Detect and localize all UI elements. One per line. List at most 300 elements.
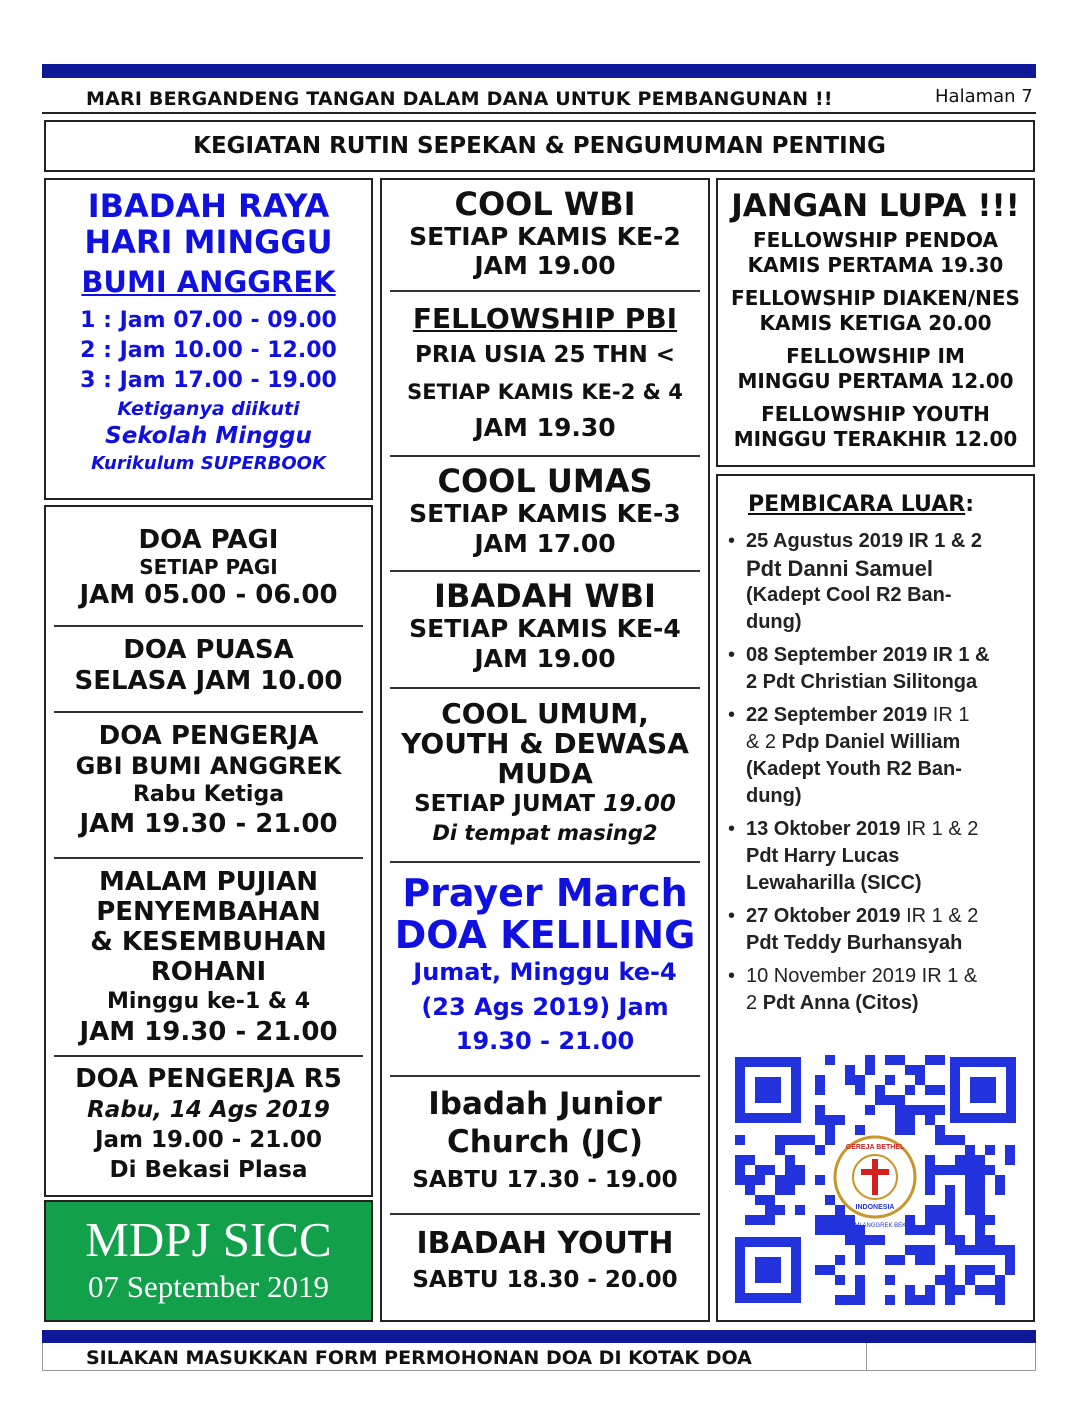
qr-module — [975, 1185, 985, 1195]
qr-module — [795, 1165, 805, 1175]
doa-r5-title: DOA PENGERJA R5 — [75, 1064, 342, 1094]
qr-module — [875, 1095, 885, 1105]
ibadah-raya-location: BUMI ANGGREK — [81, 265, 336, 299]
prayer-march-l3: Jumat, Minggu ke-4 — [413, 958, 677, 986]
speaker-item — [724, 528, 1027, 636]
qr-module — [965, 1145, 975, 1155]
qr-module — [975, 1215, 985, 1225]
qr-module — [985, 1215, 995, 1225]
cool-umas-sub: SETIAP KAMIS KE-3 — [409, 499, 681, 528]
speaker-item — [724, 702, 1027, 810]
mdpj-title: MDPJ SICC — [85, 1212, 332, 1267]
cool-umas-title: COOL UMAS — [437, 462, 653, 500]
left-schedule-box — [44, 505, 373, 1197]
qr-module — [845, 1295, 855, 1305]
qr-module — [895, 1095, 905, 1105]
qr-module — [825, 1115, 835, 1125]
reminder-item-2 — [718, 286, 1033, 336]
qr-module — [945, 1275, 955, 1285]
middle-schedule-box — [380, 178, 710, 1322]
speaker-name: Pdt Anna (Citos) — [762, 992, 919, 1014]
qr-module — [925, 1255, 935, 1265]
qr-finder-core — [970, 1077, 996, 1103]
malam-pujian-section — [46, 859, 371, 1055]
doa-puasa-section — [46, 627, 371, 711]
qr-module — [905, 1295, 915, 1305]
session-2: 2 : Jam 10.00 - 12.00 — [80, 338, 337, 363]
qr-module — [735, 1175, 745, 1185]
qr-module — [925, 1155, 935, 1165]
qr-module — [825, 1135, 835, 1145]
qr-module — [965, 1245, 975, 1255]
qr-module — [975, 1155, 985, 1165]
qr-module — [895, 1115, 905, 1125]
qr-module — [755, 1195, 765, 1205]
qr-module — [815, 1075, 825, 1085]
session-1: 1 : Jam 07.00 - 09.00 — [80, 308, 337, 333]
qr-module — [855, 1255, 865, 1265]
footer-text: SILAKAN MASUKKAN FORM PERMOHONAN DOA DI KOTAK DOA — [86, 1347, 752, 1369]
qr-module — [955, 1165, 965, 1175]
qr-module — [945, 1235, 955, 1245]
qr-module — [795, 1205, 805, 1215]
qr-module — [835, 1255, 845, 1265]
qr-module — [905, 1065, 915, 1075]
qr-module — [815, 1115, 825, 1125]
qr-module — [925, 1295, 935, 1305]
qr-module — [895, 1055, 905, 1065]
qr-module — [885, 1255, 895, 1265]
qr-module — [945, 1225, 955, 1235]
qr-module — [1005, 1265, 1015, 1275]
qr-module — [855, 1275, 865, 1285]
qr-module — [935, 1205, 945, 1215]
speakers-list — [724, 528, 1027, 1017]
qr-module — [735, 1155, 745, 1165]
qr-module — [845, 1235, 855, 1245]
qr-module — [785, 1185, 795, 1195]
qr-module — [975, 1235, 985, 1245]
doa-pengerja-sub: GBI BUMI ANGGREK — [75, 752, 342, 780]
qr-module — [965, 1195, 975, 1205]
speaker-line: 2 Pdt Christian Silitonga — [746, 671, 978, 693]
qr-module — [915, 1255, 925, 1265]
qr-module — [775, 1135, 785, 1145]
qr-module — [995, 1285, 1005, 1295]
reminder-box — [716, 178, 1035, 467]
qr-module — [975, 1175, 985, 1185]
qr-module — [815, 1225, 825, 1235]
fellowship-pbi-title: FELLOWSHIP PBI — [412, 302, 678, 335]
speaker-name: Lewaharilla (SICC) — [746, 872, 922, 894]
logo-text-top: GEREJA BETHEL — [845, 1144, 905, 1151]
logo-text-bottom: GBI BUMI ANGGREK BEKASI — [834, 1223, 916, 1229]
doa-pagi-section — [46, 507, 371, 625]
qr-module — [925, 1245, 935, 1255]
speaker-note: dung) — [746, 611, 802, 633]
qr-module — [945, 1135, 955, 1145]
speakers-title — [724, 490, 1027, 520]
qr-finder-core — [755, 1257, 781, 1283]
qr-module — [785, 1135, 795, 1145]
qr-module — [935, 1125, 945, 1135]
qr-module — [775, 1205, 785, 1215]
qr-module — [835, 1205, 845, 1215]
doa-r5-date: Rabu, 14 Ags 2019 — [87, 1097, 330, 1123]
qr-module — [945, 1215, 955, 1225]
qr-module — [915, 1295, 925, 1305]
ibadah-wbi-sub: SETIAP KAMIS KE-4 — [409, 614, 681, 643]
malam-pujian-l4: ROHANI — [150, 957, 267, 987]
mdpj-date: 07 September 2019 — [87, 1269, 330, 1304]
qr-module — [925, 1085, 935, 1095]
page-number: Halaman 7 — [935, 86, 1033, 107]
qr-module — [955, 1245, 965, 1255]
qr-module — [935, 1165, 945, 1175]
mdpj-banner — [44, 1200, 373, 1322]
qr-module — [975, 1195, 985, 1205]
qr-module — [925, 1285, 935, 1295]
qr-module — [925, 1205, 935, 1215]
speaker-ir: IR 1 & 2 — [900, 818, 979, 840]
ibadah-wbi-title: IBADAH WBI — [434, 577, 656, 615]
malam-pujian-l3: & KESEMBUHAN — [90, 927, 327, 957]
ibadah-raya-title: IBADAH RAYA — [87, 187, 330, 225]
qr-module — [905, 1085, 915, 1095]
speaker-line: • 10 November 2019 IR 1 & — [746, 965, 978, 987]
qr-module — [975, 1245, 985, 1255]
cool-umum-time: 19.00 — [603, 791, 676, 817]
qr-module — [975, 1285, 985, 1295]
qr-module — [985, 1265, 995, 1275]
qr-module — [935, 1135, 945, 1145]
qr-module — [995, 1175, 1005, 1185]
qr-module — [795, 1175, 805, 1185]
qr-module — [1005, 1155, 1015, 1165]
qr-module — [955, 1235, 965, 1245]
speaker-line — [746, 903, 1027, 930]
qr-module — [945, 1185, 955, 1195]
qr-module — [935, 1105, 945, 1115]
qr-module — [865, 1065, 875, 1075]
qr-module — [895, 1255, 905, 1265]
prayer-march-l1: Prayer March — [402, 871, 688, 915]
cool-umas-time: JAM 17.00 — [474, 529, 616, 558]
qr-module — [905, 1285, 915, 1295]
qr-module — [855, 1245, 865, 1255]
speaker-ir: IR 1 & 2 — [900, 905, 979, 927]
qr-module — [855, 1085, 865, 1095]
cool-wbi-time: JAM 19.00 — [474, 251, 616, 280]
prayer-march-section — [382, 863, 708, 1075]
qr-module — [905, 1105, 915, 1115]
qr-module — [855, 1125, 865, 1135]
qr-module — [785, 1165, 795, 1175]
speaker-date: 13 Oktober 2019 — [746, 818, 901, 840]
qr-module — [905, 1125, 915, 1135]
header-slogan: MARI BERGANDENG TANGAN DALAM DANA UNTUK PEMBANGUNAN !! — [86, 88, 833, 110]
qr-module — [905, 1115, 915, 1125]
qr-module — [825, 1055, 835, 1065]
qr-module — [1005, 1245, 1015, 1255]
qr-module — [875, 1235, 885, 1245]
cool-wbi-section — [382, 180, 708, 290]
speaker-name: Pdp Daniel William — [781, 731, 961, 753]
qr-module — [945, 1265, 955, 1275]
qr-module — [805, 1135, 815, 1145]
speaker-line — [746, 816, 1027, 843]
speaker-line — [746, 702, 1027, 729]
qr-module — [845, 1065, 855, 1075]
qr-module — [955, 1285, 965, 1295]
qr-module — [865, 1235, 875, 1245]
qr-module — [975, 1225, 985, 1235]
doa-pagi-title: DOA PAGI — [138, 525, 279, 555]
speaker-line — [746, 729, 1027, 756]
qr-module — [835, 1115, 845, 1125]
doa-pengerja-time: JAM 19.30 - 21.00 — [79, 809, 338, 839]
qr-module — [735, 1165, 745, 1175]
doa-pengerja-title: DOA PENGERJA — [98, 721, 319, 751]
speaker-item — [724, 963, 1027, 1017]
junior-church-l2: Church (JC) — [446, 1124, 644, 1160]
doa-puasa-time: SELASA JAM 10.00 — [74, 666, 343, 696]
qr-module — [855, 1295, 865, 1305]
qr-module — [835, 1295, 845, 1305]
qr-module — [855, 1075, 865, 1085]
cool-wbi-title: COOL WBI — [454, 185, 636, 223]
top-navy-bar — [42, 64, 1036, 78]
speaker-name: Pdt Danni Samuel — [746, 556, 934, 581]
qr-module — [925, 1115, 935, 1125]
cool-umum-day: SETIAP JUMAT — [414, 791, 596, 817]
ibadah-youth-title: IBADAH YOUTH — [416, 1226, 674, 1261]
reminder-item-name: FELLOWSHIP YOUTH — [761, 402, 990, 426]
qr-module — [755, 1175, 765, 1185]
qr-module — [855, 1285, 865, 1295]
qr-module — [925, 1215, 935, 1225]
qr-module — [925, 1185, 935, 1195]
reminder-item-4 — [718, 402, 1033, 452]
ibadah-wbi-time: JAM 19.00 — [474, 644, 616, 673]
reminder-item-name: FELLOWSHIP IM — [786, 344, 965, 368]
doa-pagi-time: JAM 05.00 - 06.00 — [79, 580, 338, 610]
prayer-march-l2: DOA KELILING — [394, 913, 696, 957]
speaker-note: dung) — [746, 785, 802, 807]
speakers-title-colon: : — [965, 492, 974, 517]
qr-module — [865, 1055, 875, 1065]
qr-module — [945, 1295, 955, 1305]
cool-umum-l2: YOUTH & DEWASA — [401, 727, 689, 760]
qr-module — [975, 1205, 985, 1215]
cool-wbi-sub: SETIAP KAMIS KE-2 — [409, 222, 681, 251]
qr-module — [885, 1075, 895, 1085]
qr-module — [765, 1205, 775, 1215]
qr-module — [945, 1195, 955, 1205]
qr-module — [935, 1055, 945, 1065]
qr-module — [925, 1165, 935, 1175]
ibadah-raya-subtitle: HARI MINGGU — [84, 223, 333, 261]
ibadah-youth-time: SABTU 18.30 - 20.00 — [412, 1267, 678, 1293]
speaker-ir: & 2 — [746, 731, 782, 753]
qr-module — [765, 1215, 775, 1225]
cool-umum-l1: COOL UMUM, — [441, 697, 649, 730]
speaker-note: (Kadept Youth R2 Ban- — [746, 758, 962, 780]
qr-module — [925, 1055, 935, 1065]
qr-module — [965, 1155, 975, 1165]
qr-module — [815, 1175, 825, 1185]
junior-church-l1: Ibadah Junior — [428, 1086, 662, 1122]
qr-module — [915, 1075, 925, 1085]
qr-module — [905, 1245, 915, 1255]
qr-module — [775, 1185, 785, 1195]
doa-r5-place: Di Bekasi Plasa — [109, 1157, 308, 1183]
qr-module — [995, 1275, 1005, 1285]
qr-module — [755, 1165, 765, 1175]
qr-module — [785, 1155, 795, 1165]
qr-module — [1005, 1145, 1015, 1155]
qr-module — [955, 1135, 965, 1145]
qr-module — [825, 1125, 835, 1135]
qr-module — [945, 1285, 955, 1295]
qr-module — [865, 1105, 875, 1115]
qr-module — [985, 1285, 995, 1295]
doa-pagi-sub: SETIAP PAGI — [139, 555, 278, 579]
qr-module — [965, 1165, 975, 1175]
speaker-item — [724, 903, 1027, 957]
qr-module — [975, 1165, 985, 1175]
qr-module — [745, 1155, 755, 1165]
qr-module — [965, 1265, 975, 1275]
qr-module — [935, 1215, 945, 1225]
ibadah-youth-section — [382, 1215, 708, 1297]
cool-umas-section — [382, 457, 708, 570]
qr-module — [885, 1095, 895, 1105]
footer-divider — [866, 1343, 867, 1371]
qr-module — [1005, 1255, 1015, 1265]
qr-module — [965, 1275, 975, 1285]
speaker-line — [746, 990, 1027, 1017]
qr-module — [785, 1175, 795, 1185]
section-title-text: KEGIATAN RUTIN SEPEKAN & PENGUMUMAN PENTING — [193, 133, 886, 159]
speaker-ir: IR 1 — [927, 704, 970, 726]
qr-module — [815, 1215, 825, 1225]
malam-pujian-day: Minggu ke-1 & 4 — [106, 989, 311, 1014]
speakers-title-text: PEMBICARA LUAR — [748, 492, 966, 517]
qr-module — [775, 1175, 785, 1185]
qr-module — [955, 1155, 965, 1165]
malam-pujian-l2: PENYEMBAHAN — [96, 897, 321, 927]
malam-pujian-time: JAM 19.30 - 21.00 — [79, 1017, 338, 1047]
qr-module — [995, 1185, 1005, 1195]
reminder-item-1 — [718, 228, 1033, 278]
speaker-note: (Kadept Cool R2 Ban- — [746, 584, 952, 606]
reminder-item-3 — [718, 344, 1033, 394]
qr-finder-core — [755, 1077, 781, 1103]
qr-module — [885, 1275, 895, 1285]
doa-pengerja-section — [46, 713, 371, 857]
cool-umum-l3: MUDA — [497, 757, 593, 790]
qr-module — [895, 1125, 905, 1135]
speaker-ir: 2 — [746, 992, 763, 1014]
fellowship-pbi-sub: PRIA USIA 25 THN < — [414, 342, 676, 368]
top-thin-line — [42, 112, 1036, 114]
cool-umum-when — [382, 789, 708, 819]
qr-module — [975, 1265, 985, 1275]
reminder-item-when: KAMIS PERTAMA 19.30 — [747, 253, 1004, 277]
session-3: 3 : Jam 17.00 - 19.00 — [80, 368, 337, 393]
qr-module — [995, 1295, 1005, 1305]
qr-module — [745, 1215, 755, 1225]
fellowship-pbi-day: SETIAP KAMIS KE-2 & 4 — [407, 380, 683, 404]
qr-code-graphic — [733, 1055, 1018, 1305]
qr-module — [735, 1135, 745, 1145]
qr-module — [935, 1085, 945, 1095]
qr-module — [765, 1195, 775, 1205]
qr-module — [885, 1055, 895, 1065]
qr-module — [965, 1185, 975, 1195]
qr-module — [875, 1085, 885, 1095]
speaker-name: Pdt Harry Lucas — [746, 845, 900, 867]
qr-module — [745, 1185, 755, 1195]
doa-r5-time: Jam 19.00 - 21.00 — [94, 1127, 323, 1153]
ibadah-note-1: Ketiganya diikuti — [117, 398, 300, 420]
doa-pengerja-day: Rabu Ketiga — [132, 782, 285, 807]
qr-module — [935, 1275, 945, 1285]
speaker-date: • 25 Agustus 2019 IR 1 & 2 — [746, 530, 983, 552]
qr-module — [985, 1145, 995, 1155]
qr-module — [965, 1205, 975, 1215]
qr-module — [965, 1175, 975, 1185]
prayer-march-l4: (23 Ags 2019) Jam — [421, 993, 669, 1021]
qr-code[interactable] — [733, 1055, 1018, 1305]
qr-module — [995, 1245, 1005, 1255]
qr-module — [855, 1235, 865, 1245]
qr-module — [775, 1145, 785, 1155]
qr-module — [845, 1075, 855, 1085]
reminder-item-when: MINGGU PERTAMA 12.00 — [737, 369, 1014, 393]
qr-module — [925, 1105, 935, 1115]
qr-module — [815, 1085, 825, 1095]
qr-module — [985, 1165, 995, 1175]
cool-umum-section — [382, 689, 708, 861]
prayer-march-l5: 19.30 - 21.00 — [455, 1027, 635, 1055]
ibadah-wbi-section — [382, 572, 708, 687]
speaker-date: 27 Oktober 2019 — [746, 905, 901, 927]
qr-module — [765, 1165, 775, 1175]
speaker-item — [724, 642, 1027, 696]
ibadah-raya-box — [44, 178, 373, 500]
speaker-item — [724, 816, 1027, 897]
ibadah-note-2: Sekolah Minggu — [105, 423, 312, 449]
reminder-item-name: FELLOWSHIP DIAKEN/NES — [731, 286, 1020, 310]
qr-module — [745, 1175, 755, 1185]
qr-module — [755, 1215, 765, 1225]
fellowship-pbi-time: JAM 19.30 — [474, 413, 616, 442]
speaker-name: Pdt Teddy Burhansyah — [746, 932, 963, 954]
doa-puasa-title: DOA PUASA — [123, 635, 294, 665]
qr-module — [925, 1175, 935, 1185]
qr-module — [825, 1265, 835, 1275]
reminder-item-name: FELLOWSHIP PENDOA — [753, 228, 998, 252]
qr-module — [885, 1295, 895, 1305]
junior-church-section — [382, 1077, 708, 1213]
qr-module — [985, 1245, 995, 1255]
section-title — [44, 120, 1035, 172]
bottom-navy-bar — [42, 1330, 1036, 1343]
qr-module — [815, 1145, 825, 1155]
malam-pujian-l1: MALAM PUJIAN — [98, 867, 318, 897]
